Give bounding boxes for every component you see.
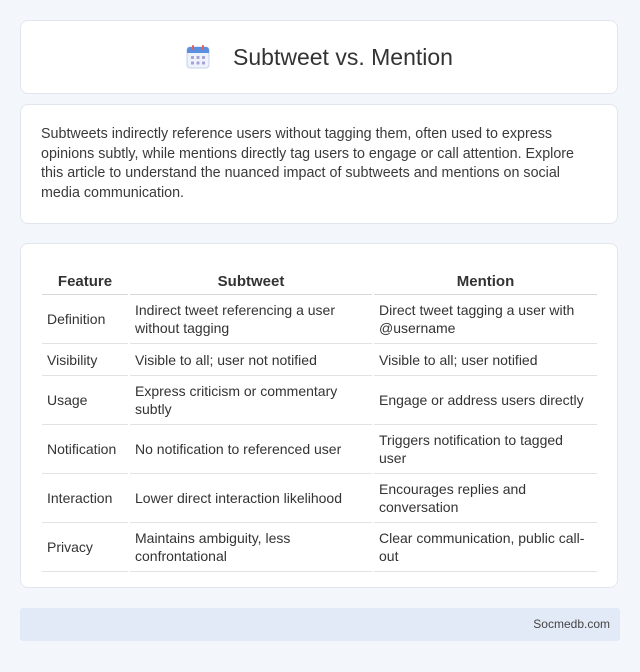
cell-feature: Interaction (42, 474, 128, 523)
cell-feature: Visibility (42, 344, 128, 376)
cell-mention: Triggers notification to tagged user (374, 425, 597, 474)
cell-mention: Clear communication, public call-out (374, 523, 597, 572)
table-row (42, 425, 597, 474)
table-row (42, 474, 597, 523)
header-subtweet: Subtweet (130, 264, 372, 295)
table-row (42, 523, 597, 572)
cell-mention: Direct tweet tagging a user with @username (374, 295, 597, 344)
comparison-card (20, 243, 618, 588)
cell-subtweet: Maintains ambiguity, less confrontational (130, 523, 372, 572)
table-header-row (42, 264, 597, 295)
table-row (42, 295, 597, 344)
page-title: Subtweet vs. Mention (233, 43, 453, 70)
cell-subtweet: No notification to referenced user (130, 425, 372, 474)
cell-feature: Usage (42, 376, 128, 425)
comparison-table (40, 264, 599, 572)
calendar-icon (185, 44, 211, 70)
header-feature: Feature (42, 264, 128, 295)
cell-subtweet: Visible to all; user not notified (130, 344, 372, 376)
footer-site-link[interactable]: Socmedb.com (533, 617, 610, 631)
footer (20, 608, 620, 641)
cell-subtweet: Express criticism or commentary subtly (130, 376, 372, 425)
intro-text: Subtweets indirectly reference users without tagging them, often used to express opinions subtly, while mentions directly tag users to engage or call attention. Explore this article to understand the nuanced impact of subtweets and mentions on social media communication. (41, 126, 574, 201)
cell-feature: Definition (42, 295, 128, 344)
cell-mention: Visible to all; user notified (374, 344, 597, 376)
cell-feature: Notification (42, 425, 128, 474)
intro-card (20, 104, 618, 224)
table-row (42, 376, 597, 425)
cell-subtweet: Lower direct interaction likelihood (130, 474, 372, 523)
cell-mention: Engage or address users directly (374, 376, 597, 425)
title-card (20, 20, 618, 94)
cell-feature: Privacy (42, 523, 128, 572)
cell-mention: Encourages replies and conversation (374, 474, 597, 523)
table-row (42, 344, 597, 376)
cell-subtweet: Indirect tweet referencing a user without tagging (130, 295, 372, 344)
header-mention: Mention (374, 264, 597, 295)
